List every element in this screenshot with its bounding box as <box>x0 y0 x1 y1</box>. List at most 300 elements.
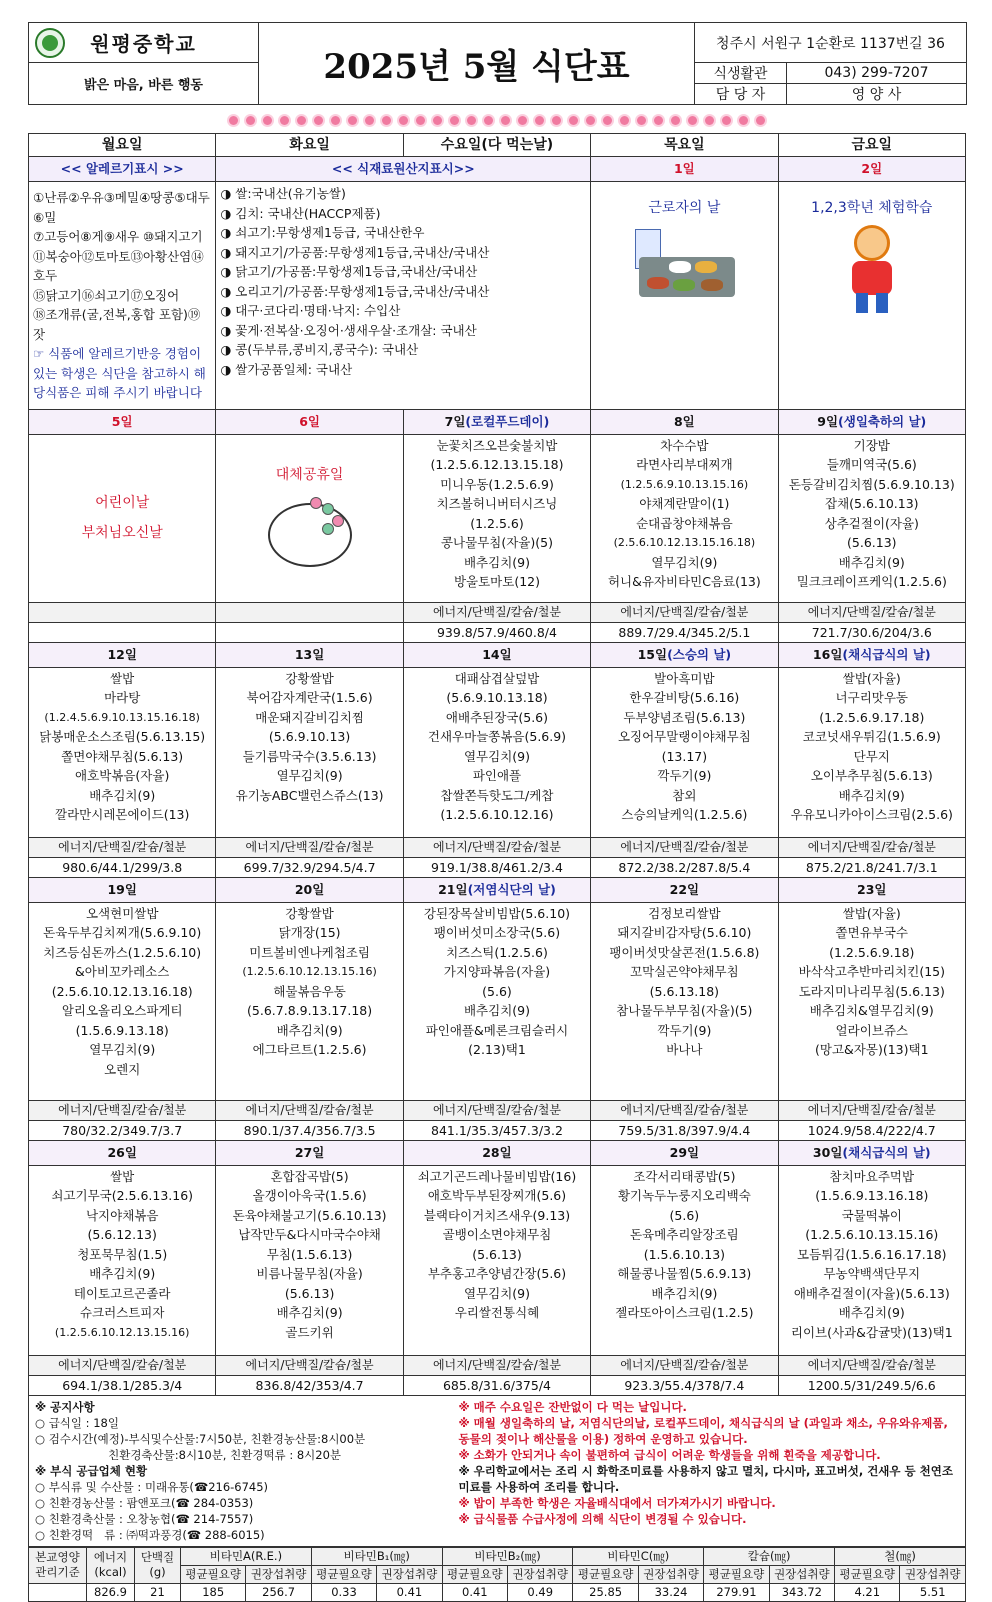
menu-item: 애배추겉절이(자율)(5.6.13) <box>793 1285 950 1301</box>
holiday-label: 대체공휴일 <box>275 466 344 483</box>
vitamin-a-head: 비타민A(R.E.) <box>181 1547 312 1565</box>
date-header <box>778 1140 965 1165</box>
menu-item: (5.6.12.13) <box>87 1227 157 1242</box>
menu-item: (5.6.13) <box>472 1246 522 1262</box>
date-header <box>216 642 403 667</box>
standard-subhead: 평균필요량 <box>311 1565 376 1583</box>
nutrition-values: 919.1/38.8/461.2/3.4 <box>403 857 590 877</box>
menu-item: 돈등갈비김치찜(5.6.9.10.13) <box>788 476 955 492</box>
menu-item: 모듬튀김(1.5.6.16.17.18) <box>797 1246 947 1262</box>
menu-item: 낙지야채볶음 <box>85 1207 159 1223</box>
date-label: 16일 <box>812 646 843 662</box>
special-day-tag: (로컬푸드데이) <box>465 413 550 429</box>
nutrition-values: 694.1/38.1/285.3/4 <box>29 1375 216 1395</box>
menu-item: 슈크러스트피자 <box>79 1305 165 1320</box>
weekday-header-row <box>29 134 966 157</box>
standard-subhead: 권장섭취량 <box>900 1565 966 1583</box>
menu-cell <box>29 667 216 837</box>
menu-cell <box>216 434 403 602</box>
menu-item: 파인애플&메론크림슬러시 <box>425 1022 569 1038</box>
date-label: 12일 <box>107 646 137 662</box>
menu-item: 열무김치(9) <box>463 748 530 764</box>
vitamin-b1-head: 비타민B₁(㎎) <box>311 1547 442 1565</box>
menu-item: (1.2.5.6.9.18) <box>829 944 915 960</box>
menu-item: 얼라이브쥬스 <box>835 1022 908 1038</box>
address: 청주시 서원구 1순환로 1137번길 36 <box>695 23 967 63</box>
menu-item: 비름나물무침(자율) <box>256 1266 363 1281</box>
meal-plan-page <box>28 22 966 1602</box>
special-day-tag: (스승의 날) <box>667 646 732 662</box>
menu-item: 배추김치(9) <box>276 1022 343 1038</box>
nutrition-values <box>29 622 216 642</box>
nutrition-label: 에너지/단백질/칼슘/철분 <box>216 837 403 857</box>
menu-item: (5.6.7.8.9.13.17.18) <box>247 1003 373 1018</box>
date-label: 5일 <box>111 413 133 429</box>
flower-icon <box>535 116 544 125</box>
menu-item: 테이토고르곤졸라 <box>73 1285 171 1301</box>
date-header <box>591 409 778 434</box>
holiday-label: 어린이날 <box>95 495 150 511</box>
flower-icon <box>756 116 765 125</box>
menu-item: 쌀밥(자율) <box>842 905 901 921</box>
menu-cell <box>403 1165 590 1355</box>
menu-item: 해물볶음우동 <box>273 983 346 999</box>
menu-item: 도라지미나리무침(5.6.13) <box>798 983 945 999</box>
flower-icon <box>501 116 510 125</box>
date-1: 1일 <box>591 157 778 182</box>
standard-row-label: 본교영양 관리기준 <box>29 1547 87 1583</box>
vitamin-b2-head: 비타민B₂(㎎) <box>442 1547 573 1565</box>
notice-line: ※ 공지사항 <box>35 1399 95 1414</box>
menu-item: 오색현미쌀밥 <box>85 905 159 921</box>
menu-item: 열무김치(9) <box>276 768 343 783</box>
date-2: 2일 <box>778 157 965 182</box>
menu-item: 돈육야채불고기(5.6.10.13) <box>232 1207 387 1223</box>
menu-item: (5.6.13.18) <box>649 983 720 999</box>
menu-item: 우리쌀전통식혜 <box>454 1305 540 1320</box>
menu-item: 꼬막실곤약야채무침 <box>630 964 739 979</box>
menu-cell <box>216 902 403 1100</box>
date-label: 14일 <box>482 646 512 662</box>
nutrition-values: 836.8/42/353/4.7 <box>216 1375 403 1395</box>
notice-line: ○ 부식류 및 수산물 : 미래유통(☎216-6745) <box>35 1479 269 1494</box>
dept-label: 식생활관 <box>695 63 787 84</box>
date-label: 29일 <box>669 1144 700 1160</box>
standard-value: 0.41 <box>377 1583 442 1601</box>
menu-item: 올갱이아욱국(1.5.6) <box>252 1188 367 1203</box>
menu-item: 들기름막국수(3.5.6.13) <box>242 748 377 764</box>
notice-line: ○ 친환경축산물 : 오창농협(☎ 214-7557) <box>35 1511 254 1526</box>
menu-item: 들깨미역국(5.6) <box>826 457 917 472</box>
menu-item: 참외 <box>672 787 697 803</box>
nutrition-label: 에너지/단백질/칼슘/철분 <box>29 1100 216 1120</box>
flower-icon <box>314 116 323 125</box>
menu-item: 밀크크레이프케익(1.2.5.6) <box>796 574 947 589</box>
flower-border-decoration <box>28 109 966 131</box>
notice-line: ※ 우리학교에서는 조리 시 화학조미료를 사용하지 않고 멸치, 다시마, 표고버섯, 건새우 등 천연조미료를 사용하여 조리를 합니다. <box>458 1463 953 1494</box>
date-header <box>403 409 590 434</box>
menu-item: 배추김치(9) <box>838 787 905 803</box>
allergy-line: ⑦고등어⑧게⑨새우 ⑩돼지고기 <box>33 229 203 244</box>
allergy-line: ⑮닭고기⑯쇠고기⑰오징어 <box>33 287 180 303</box>
menu-item: 무농약백색단무지 <box>823 1266 921 1281</box>
menu-item: (1.2.5.6) <box>470 515 524 531</box>
flower-icon <box>331 116 340 125</box>
date-header <box>778 642 965 667</box>
menu-item: 팽이버섯맛살콘전(1.5.6.8) <box>609 944 760 960</box>
menu-item: 한우갈비탕(5.6.16) <box>629 690 740 705</box>
menu-cell <box>591 667 778 837</box>
date-header <box>29 1140 216 1165</box>
menu-item: 조각서리태콩밥(5) <box>633 1168 736 1184</box>
date-label: 20일 <box>294 881 325 897</box>
menu-item: 강황쌀밥 <box>285 905 334 921</box>
menu-item: 찹쌀쫀득핫도그/케찹 <box>440 787 554 803</box>
menu-item: 치즈스틱(1.2.5.6) <box>446 944 548 960</box>
standard-subhead: 권장섭취량 <box>246 1565 311 1583</box>
standard-value: 0.33 <box>311 1583 376 1601</box>
nutrition-values: 685.8/31.6/375/4 <box>403 1375 590 1395</box>
weekday-wed: 수요일(다 먹는날) <box>403 134 590 157</box>
nutrition-label <box>216 602 403 622</box>
menu-item: 참나물두부무침(자율)(5) <box>616 1003 753 1018</box>
special-day-tag: (저염식단의 날) <box>467 881 556 897</box>
menu-item: 미트볼비엔나케첩조림 <box>249 944 370 960</box>
date-label: 7일 <box>444 413 466 429</box>
nutrition-label: 에너지/단백질/칼슘/철분 <box>216 1355 403 1375</box>
phone-number: 043) 299-7207 <box>787 63 967 84</box>
menu-item: 애호박볶음(자율) <box>75 768 170 783</box>
flower-wreath-icon <box>262 493 358 573</box>
flower-icon <box>688 116 697 125</box>
menu-item: 젤라또아이스크림(1.2.5) <box>615 1305 754 1320</box>
flower-icon <box>382 116 391 125</box>
date-header <box>29 877 216 902</box>
special-day-tag: (채식급식의 날) <box>842 1144 931 1160</box>
date-header <box>403 642 590 667</box>
menu-item: 눈꽃치즈오븐숯불치밥 <box>436 437 558 453</box>
flower-icon <box>654 116 663 125</box>
day-2-cell <box>778 182 965 410</box>
origin-line: ◑ 쇠고기:무항생제1등급, 국내산한우 <box>220 223 586 243</box>
flower-icon <box>433 116 442 125</box>
weekday-mon: 월요일 <box>29 134 216 157</box>
menu-item: 오징어무말랭이야채무침 <box>617 729 751 744</box>
menu-item: 골드키위 <box>285 1324 334 1340</box>
menu-item: 열무김치(9) <box>89 1042 156 1057</box>
allergy-line: ①난류②우유③메밀④땅콩⑤대두⑥밀 <box>33 190 210 225</box>
menu-cell <box>778 1165 965 1355</box>
holiday-label: 부처님오신날 <box>81 525 163 541</box>
menu-item: 배추김치(9) <box>838 1305 905 1320</box>
menu-item: 국물떡볶이 <box>841 1207 902 1223</box>
manager-label: 담 당 자 <box>695 84 787 105</box>
origin-line: ◑ 대구·코다리·명태·낙지: 수입산 <box>220 301 586 321</box>
date-header <box>29 642 216 667</box>
menu-item: 바나나 <box>666 1042 703 1057</box>
date-label: 30일 <box>812 1144 843 1160</box>
menu-cell <box>591 434 778 602</box>
menu-item: 깍두기(9) <box>657 1022 712 1038</box>
nutrition-values: 890.1/37.4/356.7/3.5 <box>216 1120 403 1140</box>
date-label: 26일 <box>107 1144 137 1160</box>
nutrition-values: 923.3/55.4/378/7.4 <box>591 1375 778 1395</box>
menu-item: 쫄면야채무침(5.6.13) <box>61 748 184 764</box>
menu-item: 파인애플 <box>472 768 522 783</box>
menu-item: 치즈볼허니버터시즈닝 <box>436 496 558 511</box>
nutrition-values: 875.2/21.8/241.7/3.1 <box>778 857 965 877</box>
menu-item: 상추겉절이(자율) <box>824 515 919 531</box>
menu-item: 강된장목살비빔밥(5.6.10) <box>423 905 571 921</box>
title-cell <box>259 23 695 105</box>
menu-item: (1.2.5.6.9.10.13.15.16) <box>620 477 749 491</box>
menu-cell <box>591 902 778 1100</box>
standard-subhead: 권장섭취량 <box>377 1565 442 1583</box>
flower-icon <box>586 116 595 125</box>
standard-value: 5.51 <box>900 1583 966 1601</box>
menu-item: 쌀밥 <box>110 1168 135 1184</box>
menu-item: (1.2.5.6.9.17.18) <box>819 709 925 725</box>
menu-item: (5.6.13) <box>284 1285 335 1301</box>
standard-value: 279.91 <box>704 1583 769 1601</box>
menu-cell <box>591 1165 778 1355</box>
origin-line: ◑ 닭고기/가공품:무항생제1등급,국내산/국내산 <box>220 262 586 282</box>
menu-cell <box>778 434 965 602</box>
menu-item: (5.6.9.10.13.18) <box>446 690 548 705</box>
flower-icon <box>229 116 238 125</box>
menu-item: 배추김치(9) <box>463 1003 530 1018</box>
date-header <box>403 877 590 902</box>
menu-item: 바삭삭고추반마리치킨(15) <box>798 964 945 979</box>
menu-item: &아비꼬카레소스 <box>75 964 170 979</box>
flower-icon <box>348 116 357 125</box>
menu-item: (1.5.6.9.13.16.18) <box>815 1188 929 1203</box>
standard-value: 0.49 <box>508 1583 573 1601</box>
nutrition-values: 872.2/38.2/287.8/5.4 <box>591 857 778 877</box>
menu-item: 돼지갈비감자탕(5.6.10) <box>617 925 752 940</box>
menu-item: (1.2.5.6.12.13.15.18) <box>430 457 564 472</box>
menu-cell <box>403 434 590 602</box>
standard-subhead: 평균필요량 <box>181 1565 246 1583</box>
notice-line: ○ 친환경농산물 : 팜앤포크(☎ 284-0353) <box>35 1495 254 1510</box>
flower-icon <box>467 116 476 125</box>
calcium-head: 칼슘(㎎) <box>704 1547 835 1565</box>
nutrition-label: 에너지/단백질/칼슘/철분 <box>403 837 590 857</box>
menu-item: 돈육메추리알장조림 <box>630 1227 739 1242</box>
menu-item: 오이부추무침(5.6.13) <box>810 768 933 783</box>
origin-line: ◑ 오리고기/가공품:무항생제1등급,국내산/국내산 <box>220 282 586 302</box>
nutrition-label: 에너지/단백질/칼슘/철분 <box>216 1100 403 1120</box>
standard-value: 256.7 <box>246 1583 311 1601</box>
menu-cell <box>778 667 965 837</box>
menu-item: 라면사리부대찌개 <box>636 457 733 472</box>
flower-icon <box>450 116 459 125</box>
date-header <box>216 1140 403 1165</box>
lunch-tray-icon <box>629 227 739 299</box>
menu-item: 납작만두&다시마국수야채 <box>238 1227 381 1242</box>
menu-item: 우유모니카아이스크림(2.5.6) <box>790 807 953 822</box>
menu-item: 허니&유자비타민C음료(13) <box>607 574 761 589</box>
menu-item: 닭봉매운소스조림(5.6.13.15) <box>39 729 206 744</box>
menu-item: 참치마요주먹밥 <box>829 1168 915 1184</box>
menu-item: (1.5.6.10.13) <box>643 1246 726 1262</box>
flower-icon <box>484 116 493 125</box>
date-header <box>591 1140 778 1165</box>
date-label: 9일 <box>817 413 839 429</box>
notice-left <box>29 1396 453 1547</box>
date-header <box>29 409 216 434</box>
date-label: 28일 <box>482 1144 512 1160</box>
menu-item: 미니우동(1.2.5.6.9) <box>440 476 554 492</box>
notice-line: ※ 매월 생일축하의 날, 저염식단의날, 로컬푸드데이, 채식급식의 날 (과일과 채소, 우유와유제품, 동물의 젖이나 해산물을 이용) 정하여 운영하고 있습니다. <box>458 1415 948 1446</box>
nutrition-label: 에너지/단백질/칼슘/철분 <box>591 602 778 622</box>
date-label: 22일 <box>669 881 700 897</box>
menu-item: 코코넛새우튀김(1.5.6.9) <box>802 729 941 744</box>
menu-item: 쌀밥 <box>110 670 135 686</box>
date-label: 6일 <box>299 413 320 429</box>
menu-item: 강황쌀밥 <box>285 670 334 686</box>
school-logo-icon <box>35 28 65 58</box>
menu-item: (13.17) <box>661 748 708 764</box>
date-header <box>591 877 778 902</box>
notice-line: ※ 급식물품 수급사정에 의해 식단이 변경될 수 있습니다. <box>458 1511 747 1526</box>
origin-line: ◑ 돼지고기/가공품:무항생제1등급,국내산/국내산 <box>220 243 586 263</box>
menu-item: 북어감자계란국(1.5.6) <box>246 690 373 705</box>
menu-cell <box>29 902 216 1100</box>
workers-day-event: 근로자의 날 <box>648 200 721 216</box>
flower-icon <box>280 116 289 125</box>
menu-item: 배추김치(9) <box>276 1305 343 1320</box>
standard-blank <box>29 1583 87 1601</box>
menu-item: 방울토마토(12) <box>453 574 540 589</box>
menu-item: 리이브(사과&감귤맛)(13)택1 <box>790 1324 953 1340</box>
menu-item: 쇠고기곤드레나물비빔밥(16) <box>417 1168 577 1184</box>
allergy-line: ⑱조개류(굴,전복,홍합 포함)⑲잣 <box>33 307 201 342</box>
menu-cell <box>216 667 403 837</box>
standard-value: 343.72 <box>769 1583 834 1601</box>
nutrition-label: 에너지/단백질/칼슘/철분 <box>778 602 965 622</box>
menu-item: (1.2.5.6.10.12.13.15.16) <box>242 965 377 978</box>
menu-item: 청포묵무침(1.5) <box>77 1246 168 1262</box>
standard-subhead: 권장섭취량 <box>508 1565 573 1583</box>
flower-icon <box>399 116 408 125</box>
kid-illustration-icon <box>832 225 912 315</box>
nutrition-label: 에너지/단백질/칼슘/철분 <box>778 1355 965 1375</box>
date-header <box>778 409 965 434</box>
notice-line: ※ 부식 공급업체 현황 <box>35 1463 148 1478</box>
menu-item: 열무김치(9) <box>651 554 718 570</box>
flower-icon <box>722 116 731 125</box>
flower-icon <box>569 116 578 125</box>
menu-item: (2.5.6.10.12.13.15.16.18) <box>613 536 756 549</box>
flower-icon <box>297 116 306 125</box>
flower-icon <box>246 116 255 125</box>
nutrition-values: 1024.9/58.4/222/4.7 <box>778 1120 965 1140</box>
date-label: 15일 <box>637 646 668 662</box>
flower-icon <box>518 116 527 125</box>
weekday-thu: 목요일 <box>591 134 778 157</box>
school-name: 원평중학교 <box>90 32 197 56</box>
nutrition-values: 780/32.2/349.7/3.7 <box>29 1120 216 1140</box>
nutrition-standard-table <box>28 1547 966 1602</box>
notice-line: ※ 밥이 부족한 학생은 자율배식대에서 더가져가시기 바랍니다. <box>458 1495 776 1510</box>
allergy-line: ⑪복숭아⑫토마토⑬아황산염⑭호두 <box>33 248 204 283</box>
nutrition-values: 980.6/44.1/299/3.8 <box>29 857 216 877</box>
menu-item: 애배추된장국(5.6) <box>445 709 549 725</box>
menu-item: 검정보리쌀밥 <box>648 905 721 921</box>
menu-item: 골뱅이소면야채무침 <box>442 1227 552 1242</box>
flower-icon <box>705 116 714 125</box>
flower-icon <box>263 116 272 125</box>
menu-item: 해물콩나물찜(5.6.9.13) <box>617 1266 752 1281</box>
allergy-legend <box>29 182 216 410</box>
menu-item: 팽이버섯미소장국(5.6) <box>433 925 561 940</box>
nutrition-values: 721.7/30.6/204/3.6 <box>778 622 965 642</box>
menu-item: 건새우마늘쫑볶음(5.6.9) <box>427 729 567 744</box>
allergy-note: ☞ 식품에 알레르기반응 경험이 있는 학생은 식단을 참고하시 해당식품은 피해 주시기 바랍니다 <box>33 346 206 400</box>
nutrition-values: 939.8/57.9/460.8/4 <box>403 622 590 642</box>
menu-item: 황기녹두누룽지오리백숙 <box>617 1188 751 1203</box>
menu-item: 발아흑미밥 <box>654 670 715 686</box>
nutrition-label: 에너지/단백질/칼슘/철분 <box>403 1355 590 1375</box>
notice-line: ○ 검수시간(예정)-부식및수산물:7시50분, 친환경농산물:8시00분 <box>35 1431 366 1446</box>
date-label: 21일 <box>438 881 468 897</box>
nutrition-label: 에너지/단백질/칼슘/철분 <box>591 1355 778 1375</box>
date-header <box>591 642 778 667</box>
date-header <box>216 409 403 434</box>
allergy-header: << 알레르기표시 >> <box>29 157 216 182</box>
menu-cell <box>778 902 965 1100</box>
protein-value: 21 <box>135 1583 181 1601</box>
menu-item: 쌀밥(자율) <box>842 670 901 686</box>
date-label: 27일 <box>294 1144 325 1160</box>
date-label: 13일 <box>294 646 325 662</box>
standard-value: 185 <box>181 1583 246 1601</box>
date-label: 23일 <box>857 881 887 897</box>
origin-legend <box>216 182 591 410</box>
notice-line: ○ 급식일 : 18일 <box>35 1415 119 1430</box>
menu-item: (망고&자몽)(13)택1 <box>815 1042 929 1057</box>
menu-item: 닭개장(15) <box>278 925 341 940</box>
menu-item: 쫄면유부국수 <box>835 925 908 940</box>
nutrition-values: 699.7/32.9/294.5/4.7 <box>216 857 403 877</box>
menu-item: 두부양념조림(5.6.13) <box>623 709 746 725</box>
flower-icon <box>671 116 680 125</box>
menu-cell <box>29 1165 216 1355</box>
nutrition-label: 에너지/단백질/칼슘/철분 <box>29 1355 216 1375</box>
header-table <box>28 22 967 105</box>
menu-item: 무침(1.5.6.13) <box>266 1246 353 1262</box>
menu-item: 가지양파볶음(자율) <box>443 964 551 979</box>
menu-item: (2.13)택1 <box>468 1042 526 1057</box>
menu-item: 콩나물무침(자율)(5) <box>440 535 553 550</box>
manager-name: 영 양 사 <box>787 84 967 105</box>
field-trip-event: 1,2,3학년 체험학습 <box>811 200 933 216</box>
menu-item: 차수수밥 <box>660 437 709 453</box>
menu-item: 쇠고기무국(2.5.6.13.16) <box>51 1188 194 1203</box>
nutrition-label: 에너지/단백질/칼슘/철분 <box>591 1100 778 1120</box>
nutrition-values: 841.1/35.3/457.3/3.2 <box>403 1120 590 1140</box>
school-cell <box>29 23 259 63</box>
standard-subhead: 권장섭취량 <box>638 1565 703 1583</box>
flower-icon <box>637 116 646 125</box>
menu-item: 오렌지 <box>104 1061 141 1077</box>
flower-icon <box>739 116 748 125</box>
nutrition-values: 759.5/31.8/397.9/4.4 <box>591 1120 778 1140</box>
standard-value: 0.41 <box>442 1583 507 1601</box>
nutrition-label: 에너지/단백질/칼슘/철분 <box>29 837 216 857</box>
date-header <box>403 1140 590 1165</box>
